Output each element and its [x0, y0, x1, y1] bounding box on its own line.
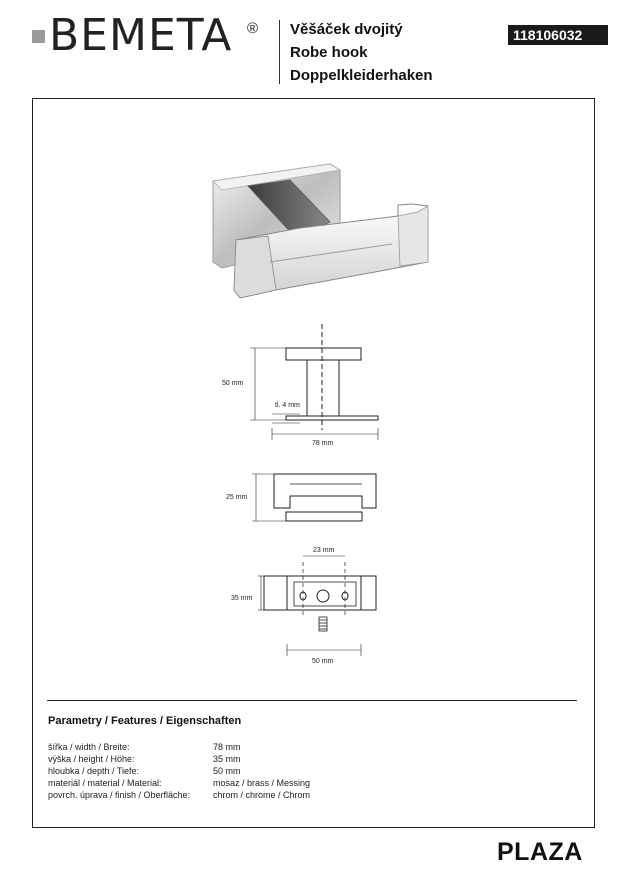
dim-thickness-4: tl. 4 mm	[275, 402, 300, 409]
title-en: Robe hook	[290, 44, 368, 61]
dim-hole-spacing-23: 23 mm	[313, 547, 335, 554]
spec-label-width: šířka / width / Breite:	[48, 742, 130, 752]
product-image	[213, 164, 428, 298]
dim-height-35: 35 mm	[231, 595, 253, 602]
spec-value-material: mosaz / brass / Messing	[213, 778, 311, 788]
product-code: 118106032	[508, 25, 608, 45]
spec-value-finish: chrom / chrome / Chrom	[213, 790, 311, 800]
back-view-drawing	[258, 556, 376, 656]
dim-width-78: 78 mm	[312, 440, 334, 447]
spec-label-material: materiál / material / Material:	[48, 778, 162, 788]
spec-label-depth: hloubka / depth / Tiefe:	[48, 766, 140, 776]
registered-mark: ®	[247, 20, 259, 37]
series-name: PLAZA	[497, 838, 583, 866]
dim-plate-width-50: 50 mm	[312, 658, 334, 665]
screw-icon	[319, 617, 327, 631]
dim-height-50: 50 mm	[222, 380, 244, 387]
spec-value-height: 35 mm	[213, 754, 241, 764]
title-cz: Věšáček dvojitý	[290, 21, 403, 38]
features-title: Parametry / Features / Eigenschaften	[48, 715, 242, 727]
spec-label-height: výška / height / Höhe:	[48, 754, 135, 764]
brand-logo: BEMETA	[49, 10, 233, 61]
dim-depth-25: 25 mm	[226, 494, 248, 501]
top-view-drawing	[252, 474, 376, 521]
spec-value-depth: 50 mm	[213, 766, 241, 776]
front-view-drawing	[250, 324, 378, 440]
title-de: Doppelkleiderhaken	[290, 67, 433, 84]
spec-label-finish: povrch. úprava / finish / Oberfläche:	[48, 790, 191, 800]
features-divider	[47, 700, 577, 701]
spec-value-width: 78 mm	[213, 742, 241, 752]
